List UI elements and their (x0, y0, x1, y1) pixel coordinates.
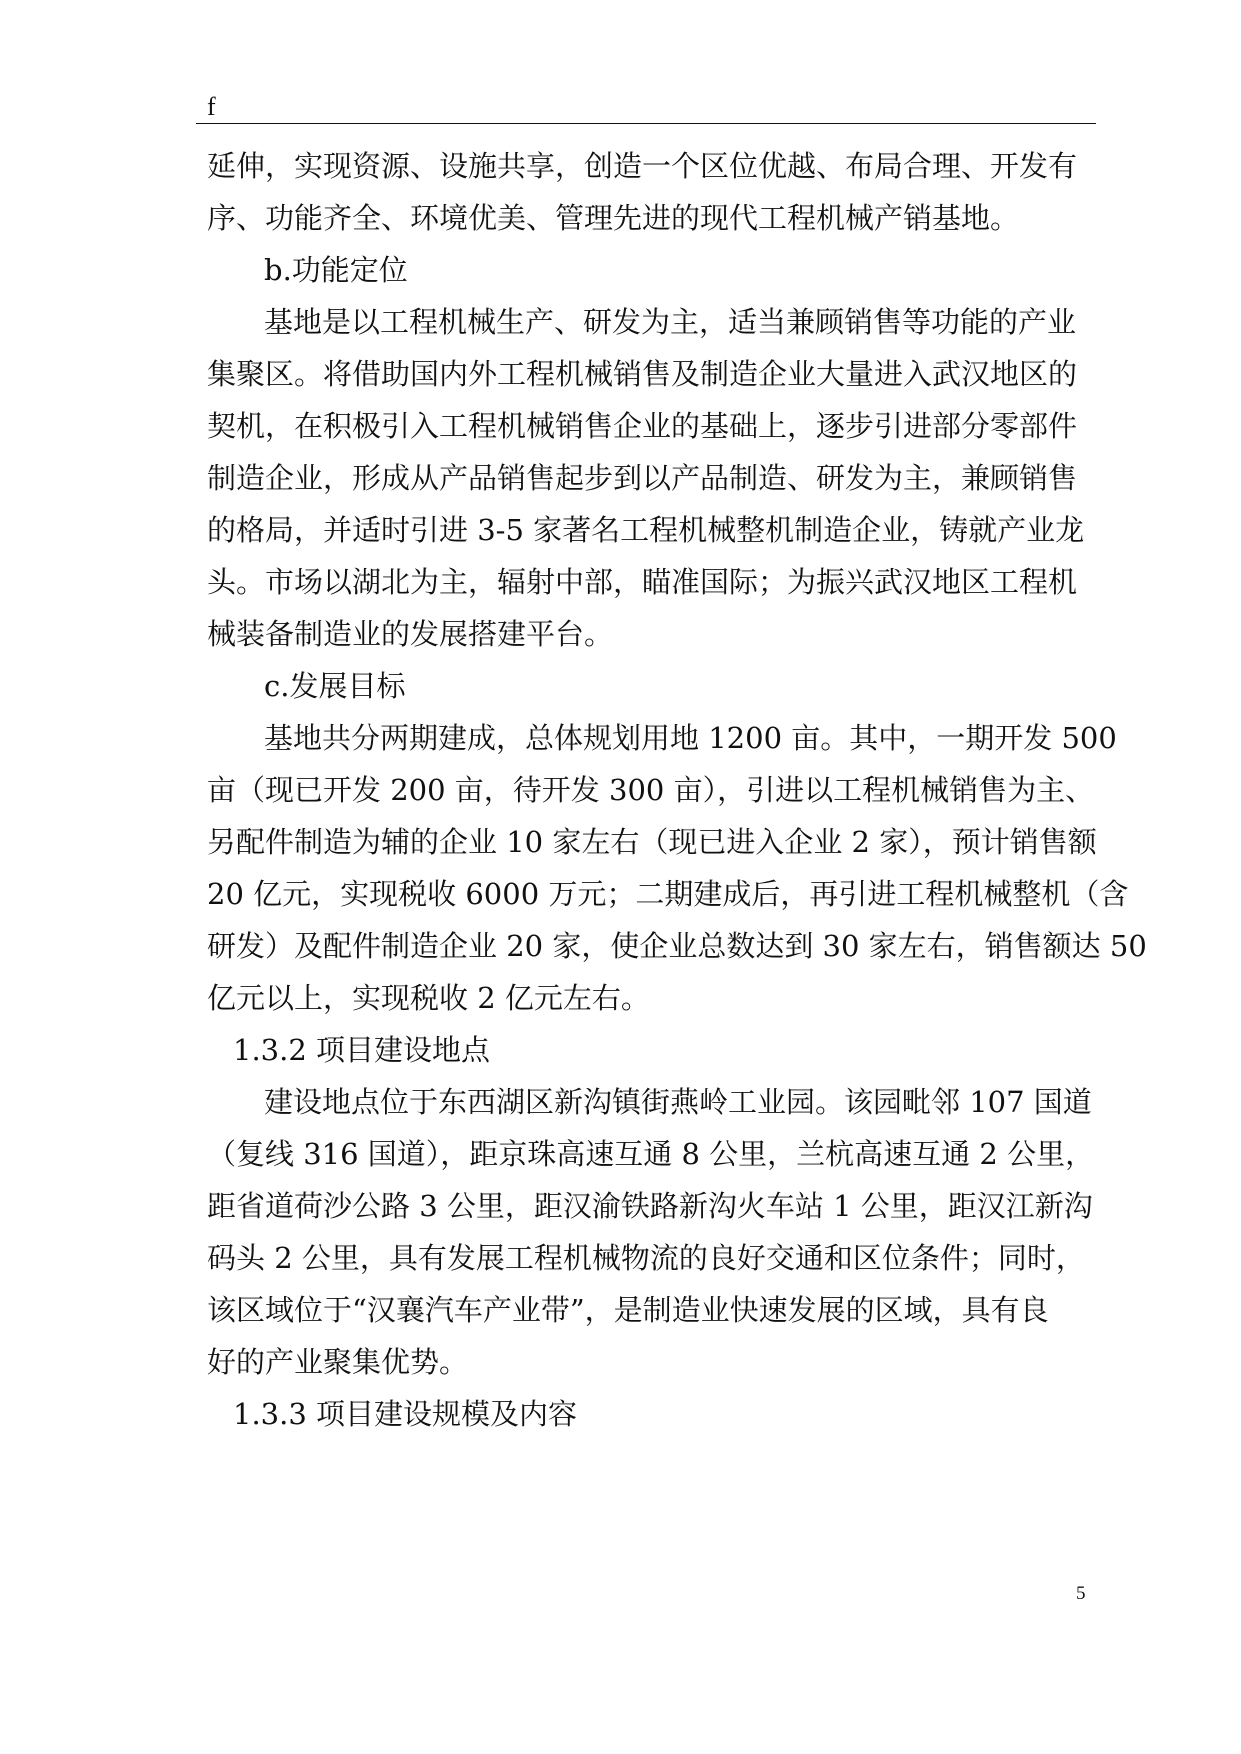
body-line: 制造企业，形成从产品销售起步到以产品制造、研发为主，兼顾销售 (207, 461, 1078, 495)
body-line: 码头 2 公里，具有发展工程机械物流的良好交通和区位条件；同时， (207, 1241, 1085, 1275)
body-line: 20 亿元，实现税收 6000 万元；二期建成后，再引进工程机械整机（含 (207, 877, 1129, 911)
body-line: 序、功能齐全、环境优美、管理先进的现代工程机械产销基地。 (207, 201, 1020, 235)
body-line: 亩（现已开发 200 亩，待开发 300 亩），引进以工程机械销售为主、 (207, 773, 1095, 807)
section-heading-1-3-2: 1.3.2 项目建设地点 (233, 1033, 491, 1067)
body-line: 延伸，实现资源、设施共享，创造一个区位优越、布局合理、开发有 (207, 149, 1078, 183)
section-heading-c: c.发展目标 (264, 669, 406, 703)
body-line: 集聚区。将借助国内外工程机械销售及制造企业大量进入武汉地区的 (207, 357, 1078, 391)
body-line: 的格局，并适时引进 3-5 家著名工程机械整机制造企业，铸就产业龙 (207, 513, 1085, 547)
page-number: 5 (1076, 1583, 1086, 1604)
header-rule (196, 123, 1096, 124)
body-line: 距省道荷沙公路 3 公里，距汉渝铁路新沟火车站 1 公里，距汉江新沟 (207, 1189, 1093, 1223)
body-line: 亿元以上，实现税收 2 亿元左右。 (207, 981, 650, 1015)
body-line: 建设地点位于东西湖区新沟镇街燕岭工业园。该园毗邻 107 国道 (264, 1085, 1092, 1119)
body-line: 头。市场以湖北为主，辐射中部，瞄准国际；为振兴武汉地区工程机 (207, 565, 1078, 599)
body-line: 该区域位于“汉襄汽车产业带”，是制造业快速发展的区域，具有良 (207, 1293, 1049, 1327)
body-line: 契机，在积极引入工程机械销售企业的基础上，逐步引进部分零部件 (207, 409, 1078, 443)
body-line: 基地是以工程机械生产、研发为主，适当兼顾销售等功能的产业 (264, 305, 1077, 339)
body-line: 研发）及配件制造企业 20 家，使企业总数达到 30 家左右，销售额达 50 (207, 929, 1147, 963)
header-mark: f (207, 92, 216, 121)
section-heading-1-3-3: 1.3.3 项目建设规模及内容 (233, 1397, 578, 1431)
body-line: 另配件制造为辅的企业 10 家左右（现已进入企业 2 家），预计销售额 (207, 825, 1097, 859)
body-line: 好的产业聚集优势。 (207, 1345, 469, 1379)
body-line: （复线 316 国道），距京珠高速互通 8 公里，兰杭高速互通 2 公里， (207, 1137, 1095, 1171)
body-line: 械装备制造业的发展搭建平台。 (207, 617, 614, 651)
body-line: 基地共分两期建成，总体规划用地 1200 亩。其中，一期开发 500 (264, 721, 1117, 755)
section-heading-b: b.功能定位 (264, 253, 408, 287)
